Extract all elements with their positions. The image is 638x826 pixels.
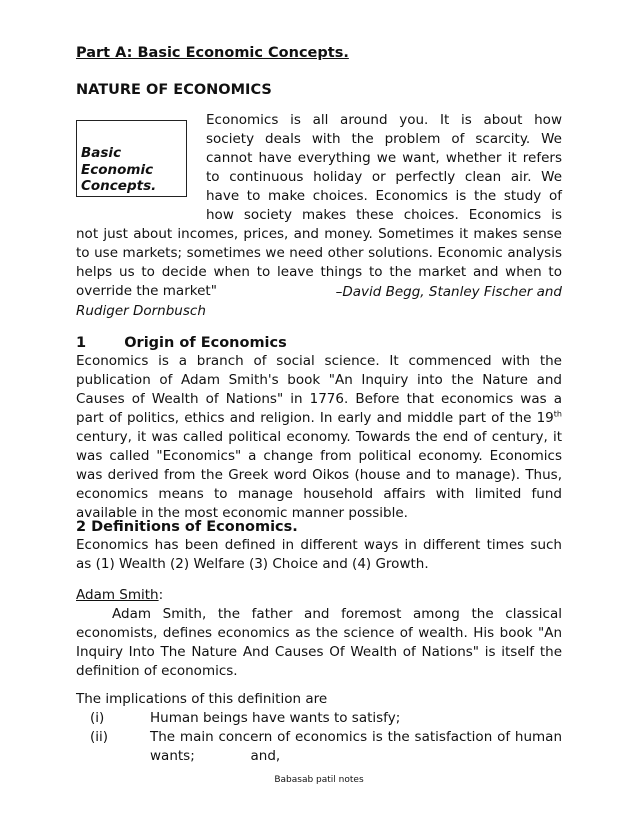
quote-author-line-2: Rudiger Dornbusch	[76, 303, 206, 319]
section-definitions	[76, 518, 562, 574]
intro-lead-line: society deals with the problem of scarcity. We	[206, 131, 562, 147]
section-implications	[76, 690, 567, 766]
section-title: Origin of Economics	[124, 335, 287, 351]
heading-colon: :	[158, 587, 164, 603]
adam-smith-heading-line	[76, 586, 562, 605]
intro-rest: not just about incomes, prices, and money. Sometimes it makes sense to use markets; sometimes we need other solutions. Economic analysis helps us to decide when to leave things to the market and when to override the market"	[76, 226, 562, 299]
list-item-number: (i)	[90, 710, 105, 726]
origin-text-a: Economics is a branch of social science. It commenced with the publication of Adam Smith's book "An Inquiry into the Nature and Causes of Wealth of Nations" in 1776. Before that economics was a part of politics, ethics and religion. In early and middle part of the 19	[76, 353, 562, 426]
definitions-paragraph: Economics has been defined in different ways in different times such as (1) Wealth (2) Welfare (3) Choice and (4) Growth.	[76, 537, 562, 572]
list-item	[76, 709, 562, 728]
adam-smith-heading: Adam Smith	[76, 587, 159, 603]
side-box-line: Basic	[81, 145, 122, 161]
section-origin-heading	[76, 334, 562, 352]
side-box-line: Concepts.	[81, 178, 157, 194]
section-heading-nature: NATURE OF ECONOMICS	[76, 82, 272, 98]
intro-lead-line: have to make choices. Economics is the study of	[206, 188, 562, 204]
intro-lead-line: how society makes these choices. Economics is	[206, 207, 562, 223]
list-item-text: The main concern of economics is the satisfaction of human wants; and,	[150, 729, 567, 764]
part-title: Part A: Basic Economic Concepts.	[76, 45, 349, 61]
superscript: th	[553, 409, 562, 419]
section-definitions-heading: 2 Definitions of Economics.	[76, 519, 298, 535]
intro-lead-line: cannot have everything we want, whether it refers	[206, 150, 562, 166]
quote-author-line-1: –David Begg, Stanley Fischer and	[335, 284, 562, 300]
implications-list	[76, 709, 567, 766]
section-adam-smith	[76, 586, 562, 681]
section-number: 1	[76, 335, 87, 351]
list-item	[76, 728, 567, 766]
origin-paragraph	[76, 352, 562, 523]
list-item-text: Human beings have wants to satisfy;	[150, 710, 401, 726]
side-box-line: Economic	[81, 161, 154, 178]
intro-lead-line: Economics is all around you. It is about how	[206, 112, 562, 128]
intro-paragraph	[76, 111, 562, 301]
page-footer: Babasab patil notes	[274, 775, 364, 785]
origin-text-b: century, it was called political economy. Towards the end of century, it was called "Economics" a change from political economy. Economics was derived from the Greek word Oikos (house and to manage). Thus, economics means to manage household affairs with limited fund available in the most economic manner possible.	[76, 429, 562, 521]
intro-lead-line: to continuous holiday or perfectly clean air. We	[206, 169, 562, 185]
section-origin	[76, 334, 562, 523]
adam-smith-paragraph: Adam Smith, the father and foremost among the classical economists, defines economics as the science of wealth. His book "An Inquiry Into The Nature And Causes Of Wealth of Nations" is itself the definition of economics.	[76, 606, 562, 679]
list-item-number: (ii)	[90, 729, 109, 745]
quote-attribution	[76, 283, 562, 321]
implications-intro: The implications of this definition are	[76, 691, 328, 707]
